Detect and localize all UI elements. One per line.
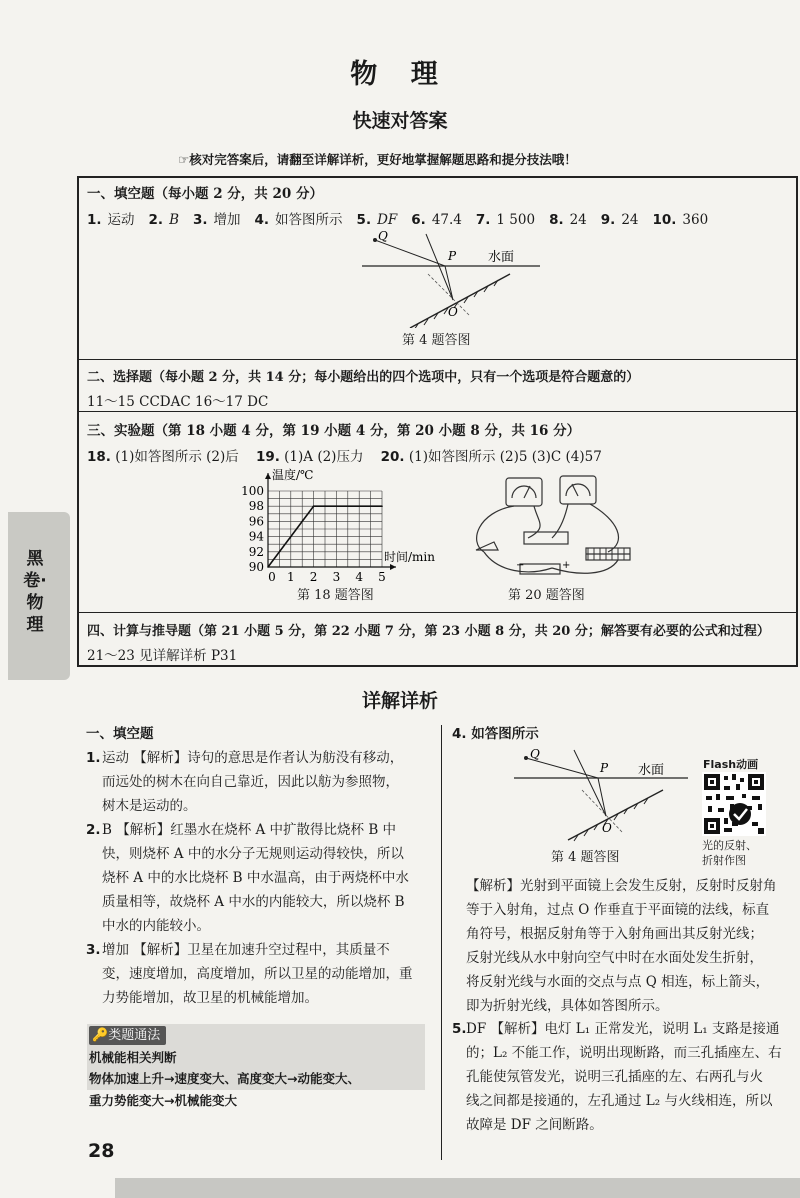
label-water: 水面 — [488, 250, 515, 265]
y-tick-label: 98 — [248, 499, 264, 514]
q20-number: 20. — [380, 449, 405, 465]
explanation-line — [86, 890, 436, 914]
answer-number: 2. — [148, 212, 164, 228]
s4-header: 四、计算与推导题（第 21 小题 5 分，第 22 小题 7 分，第 23 小题 8 分，共 20 分；解答要有必要的公式和过程） — [87, 624, 770, 639]
answer-number: 1. — [87, 212, 102, 228]
x-tick-label: 5 — [378, 570, 386, 584]
q19-answer: (1)A (2)压力 — [284, 449, 364, 465]
label-q-detail: Q — [530, 747, 540, 761]
y-axis-arrow — [265, 473, 271, 479]
y-tick-label: 92 — [248, 544, 264, 559]
item4-head — [452, 722, 539, 746]
explanation-line — [452, 1089, 800, 1113]
section-divider — [77, 411, 798, 412]
answer-value: 24 — [569, 212, 587, 228]
data-point — [324, 505, 326, 507]
answer-number: 7. — [475, 212, 491, 228]
x-tick-label: 3 — [332, 570, 341, 584]
y-tick-label: 96 — [248, 514, 264, 529]
item4-explanation — [466, 874, 800, 1018]
summary-badge — [89, 1026, 166, 1045]
tip-text: 核对完答案后，请翻至详解详析，更好地掌握解题思路和提分技法哦！ — [189, 152, 577, 167]
svg-text:−: − — [516, 560, 525, 571]
answer-value: 24 — [621, 212, 639, 228]
answer-value: 增加 — [213, 212, 241, 228]
answer-value: 360 — [682, 212, 709, 228]
item-text: 故障是 DF 之间断路。 — [466, 1117, 603, 1133]
s1-header: 一、填空题（每小题 2 分，共 20 分） — [87, 186, 323, 202]
qr-title: Flash动画 — [703, 758, 759, 771]
answer-number: 10. — [652, 212, 677, 228]
item-text: 烧杯 A 中的水比烧杯 B 中水温高，由于两烧杯中水 — [102, 870, 409, 886]
qr-caption — [702, 838, 757, 868]
explanation-line: 反射光线从水中射向空气中时在水面处发生折射， — [466, 950, 763, 966]
item-number: 2. — [86, 822, 101, 838]
x-axis-label: 时间/min — [384, 550, 435, 564]
explanation-line — [86, 770, 436, 794]
s3-header: 三、实验题（第 18 小题 4 分，第 19 小题 4 分，第 20 小题 8 分，共 16 分） — [87, 423, 581, 439]
item-text: B 【解析】红墨水在烧杯 A 中扩散得比烧杯 B 中 — [102, 822, 397, 838]
s1-answers — [87, 208, 722, 228]
x-tick-label: 4 — [355, 570, 364, 584]
section-divider — [77, 612, 798, 613]
fig4-caption: 第 4 题答图 — [402, 333, 471, 348]
explanation-line — [86, 866, 436, 890]
label-water-detail: 水面 — [638, 763, 665, 778]
item-text: 的；L₂ 不能工作，说明出现断路，而三孔插座左、右 — [466, 1045, 782, 1061]
data-point — [381, 505, 383, 507]
explanation-line — [86, 986, 436, 1010]
section-divider — [77, 359, 798, 360]
item-text: 变，速度增加，高度增加，所以卫星的动能增加，重 — [102, 966, 413, 982]
left-explanations — [86, 746, 436, 1010]
page-number: 28 — [88, 1140, 115, 1162]
item4-head-text: 4. 如答图所示 — [452, 726, 539, 742]
s2-header: 二、选择题（每小题 2 分，共 14 分；每小题给出的四个选项中，只有一个选项是符合题意的） — [87, 370, 640, 385]
summary-line-2: 重力势能变大→机械能变大 — [89, 1093, 237, 1108]
s4-answers: 21～23 见详解详析 P31 — [87, 648, 238, 664]
explanation-line — [452, 1017, 800, 1041]
q18-answer: (1)如答图所示 (2)后 — [115, 449, 239, 465]
pointing-hand-icon: ☞ — [178, 152, 190, 167]
answer-value: DF — [377, 212, 398, 228]
fig20-circuit-diagram — [468, 472, 638, 582]
explanation-line — [86, 746, 436, 770]
qr-caption-line-1: 光的反射、 — [702, 839, 757, 852]
qr-caption-line-2: 折射作图 — [702, 854, 746, 867]
s2-answers: 11～15 CCDAC 16～17 DC — [87, 394, 269, 410]
item-text: DF 【解析】电灯 L₁ 正常发光，说明 L₁ 支路是接通 — [466, 1021, 780, 1037]
summary-title: 机械能相关判断 — [89, 1050, 177, 1065]
y-tick-label: 100 — [241, 484, 264, 498]
answer-number: 6. — [411, 212, 426, 228]
label-p: P — [448, 249, 457, 263]
fig20-caption: 第 20 题答图 — [508, 588, 585, 603]
explanation-line — [452, 1041, 800, 1065]
q18-number: 18. — [87, 449, 111, 465]
qr-code-icon[interactable] — [702, 772, 766, 836]
svg-text:+: + — [562, 560, 571, 571]
bottom-band — [115, 1178, 800, 1198]
answer-number: 8. — [549, 212, 564, 228]
item-text: 增加 【解析】卫星在加速升空过程中，其质量不 — [102, 942, 390, 958]
answer-number: 9. — [600, 212, 616, 228]
explanation-line: 角符号，根据反射角等于入射角画出其反射光线； — [466, 926, 763, 942]
explanation-line — [452, 1113, 800, 1137]
switch-icon — [476, 542, 498, 550]
s3-answers — [87, 445, 602, 465]
explanation-line — [86, 794, 436, 818]
y-tick-label: 94 — [248, 529, 264, 544]
answer-value: 如答图所示 — [275, 212, 343, 228]
explanation-line — [86, 842, 436, 866]
fig4-detail-caption: 第 4 题答图 — [551, 850, 620, 865]
item-text: 质量相等，故烧杯 A 中水的内能较大，所以烧杯 B — [102, 894, 405, 910]
item-text: 运动 【解析】诗句的意思是作者认为舫没有移动， — [102, 750, 404, 766]
y-axis-label: 温度/℃ — [272, 468, 314, 482]
label-p-detail: P — [600, 761, 609, 775]
answer-key-title: 快速对答案 — [352, 110, 448, 132]
ammeter-icon — [560, 476, 596, 504]
detail-title: 详解详析 — [361, 690, 438, 712]
answer-number: 5. — [356, 212, 372, 228]
summary-line-1: 物体加速上升→速度变大、高度变大→动能变大、 — [89, 1071, 360, 1086]
explanation-line — [86, 914, 436, 938]
y-tick-label: 90 — [248, 560, 264, 574]
item-number: 1. — [86, 750, 101, 766]
item-text: 线之间都是接通的，左孔通过 L₂ 与火线相连，所以 — [466, 1093, 773, 1109]
q19-number: 19. — [255, 449, 280, 465]
side-tab-label: 黑卷·物理 — [23, 549, 47, 635]
key-icon: 🔑 — [92, 1028, 109, 1043]
answer-number: 3. — [192, 212, 208, 228]
answer-value: B — [169, 212, 179, 228]
label-o-detail: O — [602, 821, 612, 835]
summary-badge-label: 类题通法 — [108, 1028, 161, 1043]
explanation-line: 将反射光线与水面的交点与点 Q 相连，标上箭头， — [466, 974, 770, 990]
explanation-line — [86, 938, 436, 962]
fig4-refraction-diagram-detail — [498, 746, 698, 842]
item-text: 孔能使氖管发光，说明三孔插座的左、右两孔与火 — [466, 1069, 763, 1085]
q20-answer: (1)如答图所示 (2)5 (3)C (4)57 — [408, 449, 602, 465]
answer-value: 47.4 — [431, 212, 462, 228]
left-section-title: 一、填空题 — [86, 726, 154, 742]
explanation-line — [452, 1065, 800, 1089]
item5-explanation — [452, 1017, 800, 1137]
column-divider — [441, 725, 442, 1160]
label-q: Q — [378, 229, 388, 243]
data-point — [313, 505, 315, 507]
x-tick-label: 0 — [268, 570, 276, 584]
item-text: 而远处的树木在向自己靠近，因此以舫为参照物， — [102, 774, 399, 790]
item-number: 5. — [452, 1021, 467, 1037]
fig18-caption: 第 18 题答图 — [297, 588, 374, 603]
item-text: 力势能增加，故卫星的机械能增加。 — [102, 990, 318, 1006]
page-title: 物 理 — [350, 59, 450, 90]
x-tick-label: 1 — [286, 570, 295, 584]
voltmeter-icon — [506, 478, 542, 506]
tip-line — [178, 150, 577, 168]
item-number: 3. — [86, 942, 101, 958]
answer-value: 1 500 — [496, 212, 536, 228]
x-axis-arrow — [390, 564, 396, 570]
label-o: O — [448, 305, 458, 319]
fig4-refraction-diagram — [340, 228, 560, 328]
data-point — [267, 566, 269, 568]
answer-value: 运动 — [107, 212, 135, 228]
explanation-line — [86, 962, 436, 986]
item-text: 快，则烧杯 A 中的水分子无规则运动得较快，所以 — [102, 846, 404, 862]
item-text: 树木是运动的。 — [102, 798, 197, 814]
item-text: 中水的内能较小。 — [102, 918, 210, 934]
resistor-icon — [524, 532, 568, 544]
explanation-line: 【解析】光射到平面镜上会发生反射，反射时反射角 — [466, 878, 777, 894]
x-tick-label: 2 — [309, 570, 318, 584]
explanation-line — [86, 818, 436, 842]
explanation-line: 等于入射角，过点 O 作垂直于平面镜的法线，标直 — [466, 902, 770, 918]
fig18-temperature-chart — [234, 463, 444, 585]
answer-number: 4. — [254, 212, 270, 228]
explanation-line: 即为折射光线，具体如答图所示。 — [466, 998, 669, 1014]
